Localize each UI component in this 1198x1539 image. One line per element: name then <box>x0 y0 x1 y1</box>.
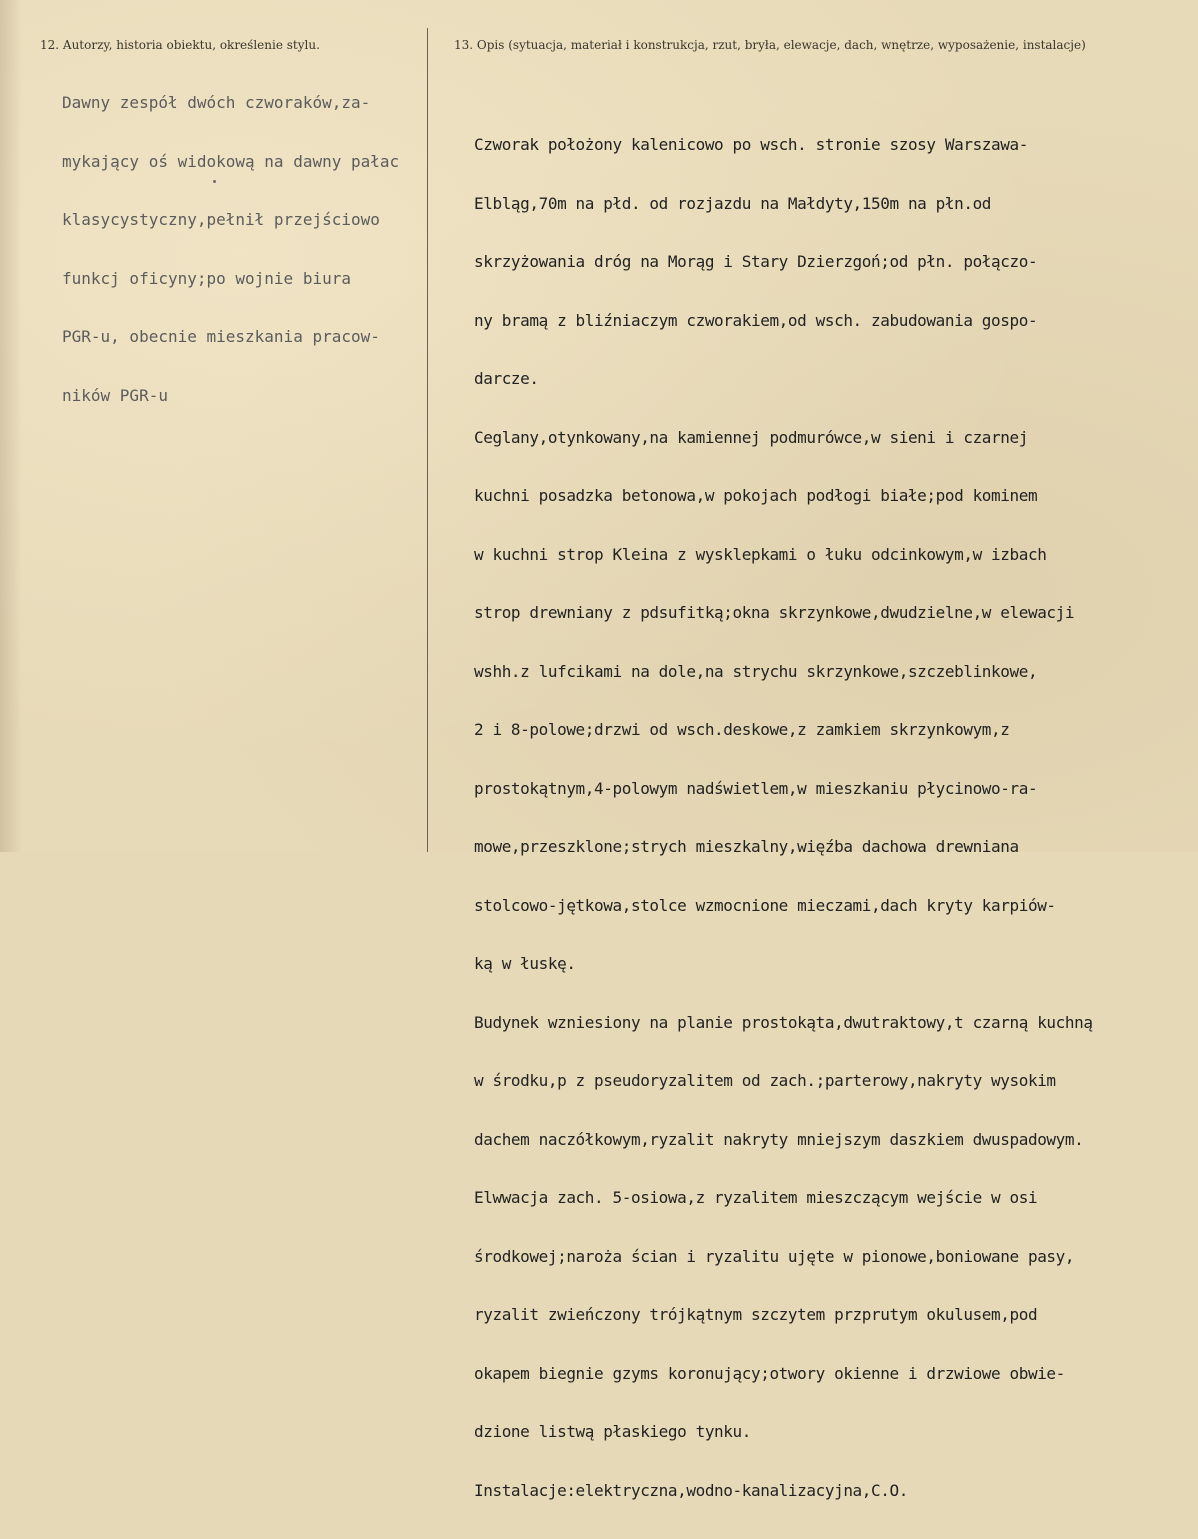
text-line: stolcowo-jętkowa,stolce wzmocnione mieczami,dach kryty karpiów- <box>474 895 1056 915</box>
text-line: ką w łuskę. <box>474 954 576 973</box>
text-line: klasycystyczny,pełnił przejściowo <box>62 210 380 229</box>
text-line: dzione listwą płaskiego tynku. <box>474 1422 751 1441</box>
text-line: prostokątnym,4-polowym nadświetlem,w mieszkaniu płycinowo-ra- <box>474 778 1038 798</box>
text-line: Elbląg,70m na płd. od rozjazdu na Małdyty,150m na płn.od <box>474 193 992 213</box>
text-line: okapem biegnie gzyms koronujący;otwory okienne i drzwiowe obwie- <box>474 1363 1065 1383</box>
section-13-header: 13. Opis (sytuacja, materiał i konstrukcja, rzut, bryła, elewacje, dach, wnętrze, wyposażenie, instalacje) <box>454 38 1086 52</box>
column-divider <box>427 28 428 852</box>
text-line: Budynek wzniesiony na planie prostokąta,dwutraktowy,t czarną kuchną <box>474 1012 1093 1032</box>
text-line: funkcj oficyny;po wojnie biura <box>62 268 351 288</box>
text-line: ryzalit zwieńczony trójkątnym szczytem przprutym okulusem,pod <box>474 1305 1038 1324</box>
text-line: PGR-u, obecnie mieszkania pracow- <box>62 327 380 346</box>
text-line: mykający oś widokową na dawny pałac <box>62 151 400 171</box>
text-line: w kuchni strop Kleina z wysklepkami o łuku odcinkowym,w izbach <box>474 544 1047 564</box>
text-line: Czworak położony kalenicowo po wsch. stronie szosy Warszawa- <box>474 135 1028 154</box>
text-line: dachem naczółkowym,ryzalit nakryty mniejszym daszkiem dwuspadowym. <box>474 1129 1084 1149</box>
text-line: wshh.z lufcikami na dole,na strychu skrzynkowe,szczeblinkowe, <box>474 661 1038 681</box>
text-line: ny bramą z bliźniaczym czworakiem,od wsch. zabudowania gospo- <box>474 310 1038 330</box>
text-line: Dawny zespół dwóch czworaków,za- <box>62 93 371 112</box>
text-line: 2 i 8-polowe;drzwi od wsch.deskowe,z zamkiem skrzynkowym,z <box>474 720 1010 739</box>
paper-edge-shadow <box>0 0 22 852</box>
text-line: mowe,przeszklone;strych mieszkalny,więźba dachowa drewniana <box>474 837 1019 856</box>
ink-speck <box>213 180 216 183</box>
text-line: Instalacje:elektryczna,wodno-kanalizacyjna,C.O. <box>474 1480 908 1500</box>
section-13-typed-text <box>474 96 1093 1539</box>
text-line: Ceglany,otynkowany,na kamiennej podmurówce,w sieni i czarnej <box>474 427 1028 447</box>
text-line: ników PGR-u <box>62 385 168 405</box>
section-12-header: 12. Autorzy, historia obiektu, określenie stylu. <box>40 38 320 52</box>
text-line: darcze. <box>474 369 539 388</box>
text-line: strop drewniany z pdsufitką;okna skrzynkowe,dwudzielne,w elewacji <box>474 603 1075 622</box>
section-12-typed-text <box>62 54 399 444</box>
text-line: skrzyżowania dróg na Morąg i Stary Dzierzgoń;od płn. połączo- <box>474 252 1038 271</box>
text-line: Elwwacja zach. 5-osiowa,z ryzalitem mieszczącym wejście w osi <box>474 1188 1038 1207</box>
text-line: w środku,p z pseudoryzalitem od zach.;parterowy,nakryty wysokim <box>474 1071 1056 1090</box>
text-line: kuchni posadzka betonowa,w pokojach podłogi białe;pod kominem <box>474 486 1038 505</box>
text-line: środkowej;naroża ścian i ryzalitu ujęte w pionowe,boniowane pasy, <box>474 1246 1075 1266</box>
